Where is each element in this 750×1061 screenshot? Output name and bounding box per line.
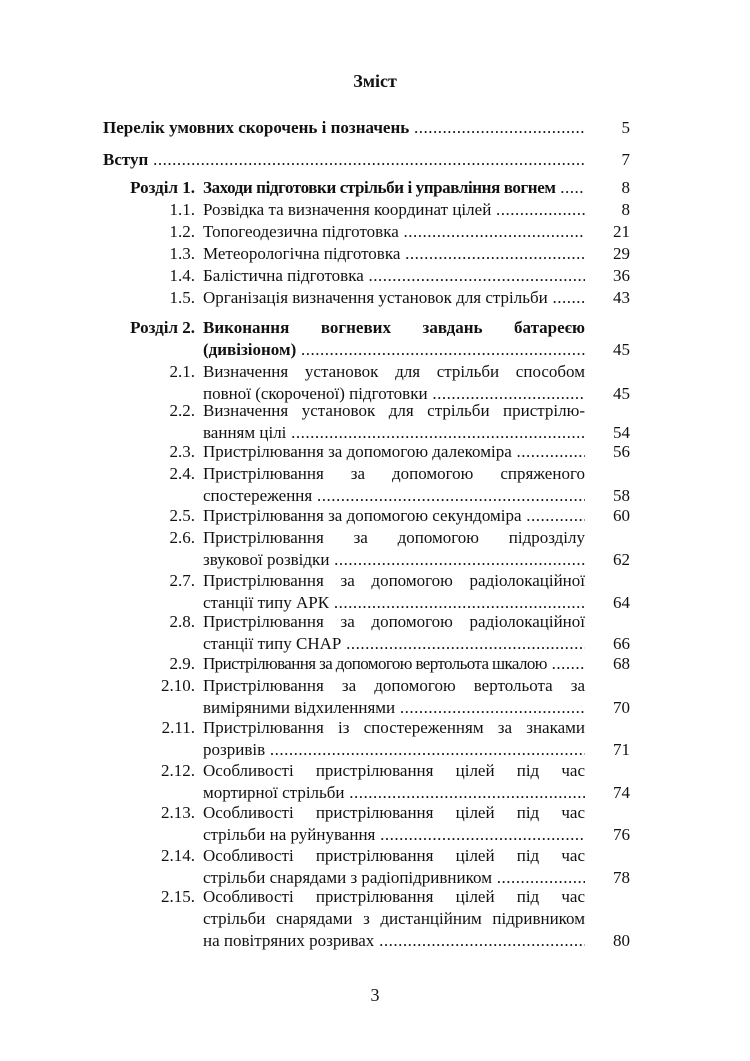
toc-entry-title: Пристрілювання за допомогою секундоміра ..... [203, 505, 585, 527]
toc-entry-title: Перелік умовних скорочень і позначень ..... [103, 117, 585, 139]
toc-entry-title: Особливості пристрілювання цілей під час мортирної стрільби ..... [203, 760, 585, 804]
toc-entry-number: 2.1. [169, 362, 195, 381]
toc-entry-number: 2.12. [161, 761, 195, 780]
toc-entry-title: Пристрілювання із спостереженням за знаками розривів ..... [203, 717, 585, 761]
toc-entry-page: 36 [613, 266, 630, 285]
toc-entry-title: Особливості пристрілювання цілей під час стрільби снарядами з дистанційним підривником на повітряних розривах ..... [203, 886, 585, 952]
toc-entry-page: 71 [613, 740, 630, 759]
toc-entry-page: 8 [621, 178, 630, 197]
toc-entry-page: 60 [613, 506, 630, 525]
page-number: 3 [370, 985, 380, 1005]
toc-entry-number: Розділ 1. [130, 178, 195, 197]
toc-entry-page: 70 [613, 698, 630, 717]
toc-entry-number: 2.3. [169, 442, 195, 461]
toc-entry-page: 80 [613, 931, 630, 950]
toc-entry-title: Пристрілювання за допомогою радіолокаційної станції типу АРК ..... [203, 570, 585, 614]
toc-entry-number: 1.4. [169, 266, 195, 285]
toc-entry-page: 56 [613, 442, 630, 461]
toc-entry-title: Розвідка та визначення координат цілей ..... [203, 199, 585, 221]
toc-entry-title: Метеорологічна підготовка ..... [203, 243, 585, 265]
toc-entry-title: Особливості пристрілювання цілей під час стрільби на руйнування ..... [203, 802, 585, 846]
toc-entry-page: 64 [613, 593, 630, 612]
toc-entry-number: 2.15. [161, 887, 195, 906]
toc-entry-number: 2.5. [169, 506, 195, 525]
toc-entry-title: Пристрілювання за допомогою далекоміра ..... [203, 441, 585, 463]
toc-entry-title: Визначення установок для стрільби пристрілю- ванням цілі ..... [203, 400, 585, 444]
toc-entry-title: Вступ ..... [103, 149, 585, 171]
toc-entry-page: 76 [613, 825, 630, 844]
toc-entry-title: Особливості пристрілювання цілей під час стрільби снарядами з радіопідривником ..... [203, 845, 585, 889]
toc-entry-title: Визначення установок для стрільби способом повної (скороченої) підготовки ..... [203, 361, 585, 405]
toc-entry-page: 78 [613, 868, 630, 887]
toc-entry-number: 1.2. [169, 222, 195, 241]
toc-entry-number: 2.13. [161, 803, 195, 822]
toc-entry-page: 68 [613, 654, 630, 673]
toc-entry-title: Заходи підготовки стрільби і управління вогнем ..... [203, 177, 585, 199]
toc-entry-page: 58 [613, 486, 630, 505]
toc-entry-page: 43 [613, 288, 630, 307]
toc-entry-number: 1.3. [169, 244, 195, 263]
toc-entry-number: 2.10. [161, 676, 195, 695]
toc-entry-title: Пристрілювання за допомогою вертольота шкалою ..... [203, 653, 585, 675]
toc-entry-number: 2.11. [161, 718, 195, 737]
toc-entry-title: Виконання вогневих завдань батареєю (дивізіоном) ..... [203, 317, 585, 361]
toc-entry-number: 2.8. [169, 612, 195, 631]
toc-entry-page: 21 [613, 222, 630, 241]
toc-entry-number: 2.7. [169, 571, 195, 590]
toc-entry-number: 1.5. [169, 288, 195, 307]
toc-entry-page: 62 [613, 550, 630, 569]
toc-entry-number: Розділ 2. [130, 318, 195, 337]
toc-entry-number: 2.6. [169, 528, 195, 547]
toc-entry-page: 5 [621, 118, 630, 137]
toc-entry-page: 29 [613, 244, 630, 263]
toc-entry-number: 2.4. [169, 464, 195, 483]
toc-entry-page: 7 [621, 150, 630, 169]
toc-entry-page: 66 [613, 634, 630, 653]
toc-entry-page: 54 [613, 423, 630, 442]
toc-entry-title: Організація визначення установок для стрільби ..... [203, 287, 585, 309]
toc-entry-page: 45 [613, 340, 630, 359]
toc-entry-title: Пристрілювання за допомогою спряженого спостереження ..... [203, 463, 585, 507]
toc-entry-title: Пристрілювання за допомогою підрозділу звукової розвідки ..... [203, 527, 585, 571]
toc-entry-title: Пристрілювання за допомогою вертольота за виміряними відхиленнями ..... [203, 675, 585, 719]
toc-entry-number: 2.14. [161, 846, 195, 865]
page-title: Зміст [353, 71, 397, 91]
toc-entry-page: 45 [613, 384, 630, 403]
toc-entry-title: Топогеодезична підготовка ..... [203, 221, 585, 243]
toc-entry-number: 1.1. [169, 200, 195, 219]
toc-entry-title: Пристрілювання за допомогою радіолокаційної станції типу СНАР ..... [203, 611, 585, 655]
toc-entry-page: 8 [621, 200, 630, 219]
toc-entry-page: 74 [613, 783, 630, 802]
toc-entry-number: 2.9. [169, 654, 195, 673]
toc-entry-title: Балістична підготовка ..... [203, 265, 585, 287]
toc-entry-number: 2.2. [169, 401, 195, 420]
